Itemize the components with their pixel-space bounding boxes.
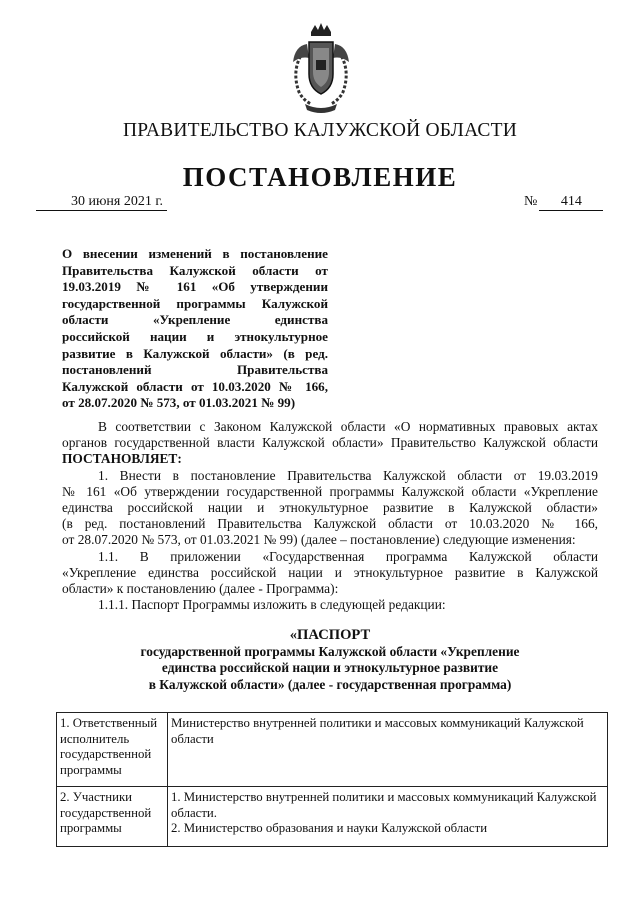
point-1-1-1-line: 1.1.1. Паспорт Программы изложить в следующей редакции: <box>98 597 446 613</box>
row-value-cell <box>168 713 608 787</box>
passport-subtitle-line: государственной программы Калужской области «Укрепление <box>140 643 520 659</box>
document-type-heading: ПОСТАНОВЛЕНИЕ <box>182 162 458 192</box>
point-1-line: (в ред. постановлений Правительства Калужской области от 10.03.2020 № 166, <box>62 516 598 532</box>
subject-line: области «Укрепление единства <box>62 312 328 328</box>
organization-title: ПРАВИТЕЛЬСТВО КАЛУЖСКОЙ ОБЛАСТИ <box>123 120 517 141</box>
coat-of-arms-emblem <box>285 22 357 114</box>
preamble-line: В соответствии с Законом Калужской области «О нормативных правовых актах <box>98 419 598 434</box>
passport-table <box>56 712 608 847</box>
table-row <box>57 787 608 847</box>
document-number <box>524 193 603 211</box>
subject-line: государственной программы Калужской <box>62 295 328 311</box>
row-label-cell: 1. Ответственный исполнитель государственной программы <box>57 713 168 787</box>
passport-heading-block <box>62 627 598 693</box>
number-label: № <box>524 194 538 209</box>
subject-line: Калужской области от 10.03.2020 № 166, <box>62 378 328 394</box>
subject-line: от 28.07.2020 № 573, от 01.03.2021 № 99) <box>62 395 296 411</box>
row-label-cell: 2. Участники государственной программы <box>57 787 168 847</box>
passport-subtitle-line: в Калужской области» (далее - государственная программа) <box>148 676 512 692</box>
point-1-line: от 28.07.2020 № 573, от 01.03.2021 № 99) (далее – постановление) следующие изменения: <box>62 532 576 548</box>
document-date: 30 июня 2021 г. <box>36 193 167 211</box>
number-value: 414 <box>539 193 603 211</box>
subject-line: российской нации и этнокультурное <box>62 328 328 344</box>
subject-line: Правительства Калужской области от <box>62 262 328 278</box>
decree-word: ПОСТАНОВЛЯЕТ: <box>62 451 182 467</box>
passport-heading: «ПАСПОРТ <box>289 627 371 643</box>
document-subject <box>62 246 328 412</box>
point-1-1-line: «Укрепление единства российской нации и этнокультурное развитие в Калужской <box>62 564 598 580</box>
point-1-line: 1. Внести в постановление Правительства Калужской области от 19.03.2019 <box>98 467 598 483</box>
point-1-line: № 161 «Об утверждении государственной программы Калужской области «Укрепление <box>62 483 598 499</box>
row-value-item: Министерство внутренней политики и массовых коммуникаций Калужской области <box>171 716 584 746</box>
point-1-1-line: 1.1. В приложении «Государственная программа Калужской области <box>98 548 598 564</box>
point-1-line: единства российской нации и этнокультурное развитие в Калужской области» <box>62 500 598 516</box>
document-body <box>62 419 598 613</box>
subject-line: О внесении изменений в постановление <box>62 246 328 261</box>
subject-line: развитие в Калужской области» (в ред. <box>62 345 328 361</box>
subject-line: постановлений Правительства <box>62 362 328 378</box>
preamble-line: органов государственной власти Калужской области» Правительство Калужской области <box>62 435 598 451</box>
point-1-1-line: области» к постановлению (далее - Программа): <box>62 581 339 597</box>
subject-line: 19.03.2019 № 161 «Об утверждении <box>62 279 328 295</box>
table-row <box>57 713 608 787</box>
row-value-cell <box>168 787 608 847</box>
row-value-item: 2. Министерство образования и науки Калужской области <box>171 821 488 836</box>
row-value-item: 1. Министерство внутренней политики и массовых коммуникаций Калужской области. <box>171 790 597 820</box>
passport-subtitle-line: единства российской нации и этнокультурное развитие <box>161 660 499 676</box>
